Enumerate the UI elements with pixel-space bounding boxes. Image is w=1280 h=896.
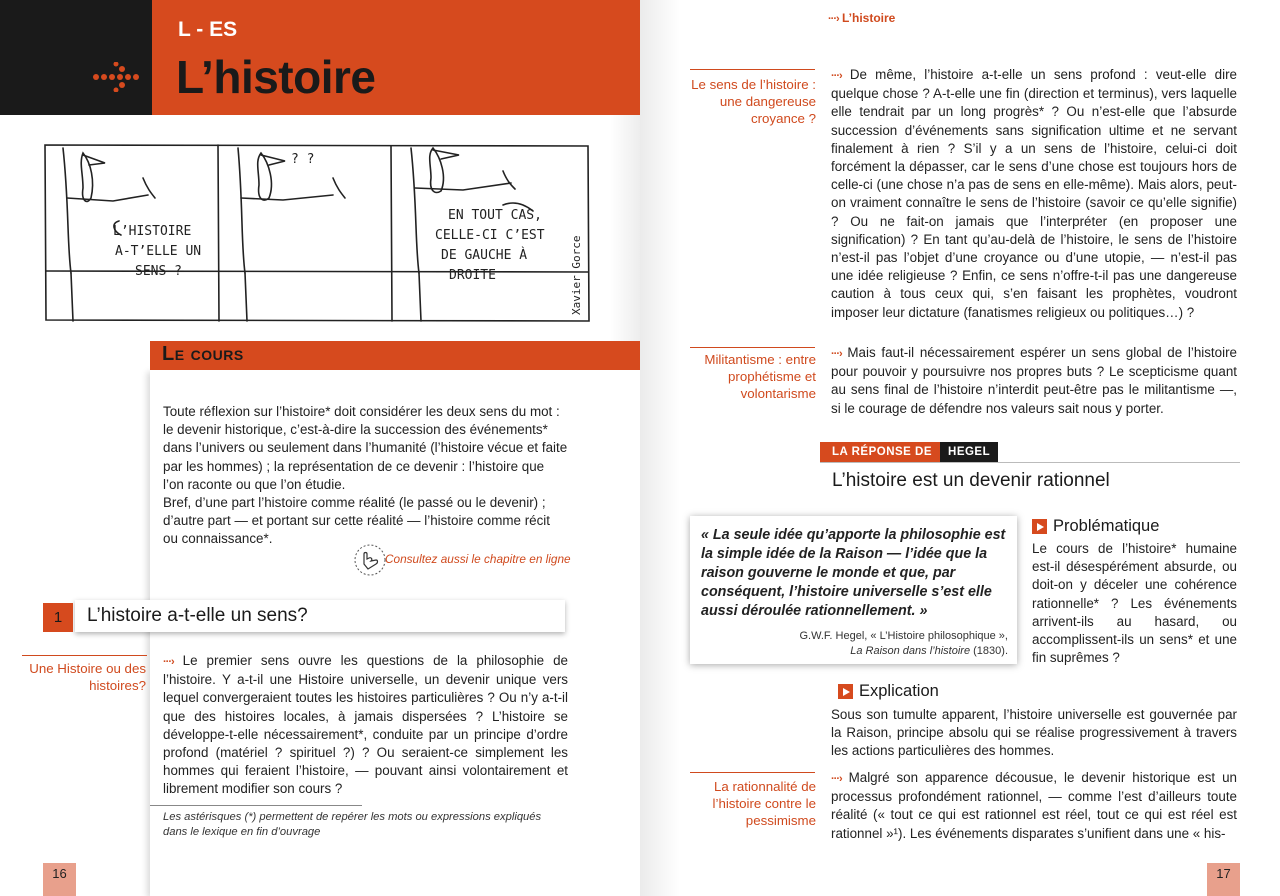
intro-paragraph-1: Toute réflexion sur l’histoire* doit considérer les deux sens du mot : le devenir historique, c’est-à-dire la succession des événements* dans l’univers ou seulement dans l’humanité (l’histoire vécue et faite par les hommes) ; la représentation de ce devenir : l’histoire que l’on raconte ou que l’on étudie. [163,404,568,492]
comic-panel1-line3: SENS ? [135,264,182,279]
arrow-icon: ···› [831,348,842,360]
paragraph-rationnalite [831,769,1237,843]
intro-text [163,403,568,549]
comic-strip [43,143,590,323]
body-paragraph [163,652,568,799]
paragraph-militantisme-text: Mais faut-il nécessairement espérer un sens global de l’histoire pour pouvoir y poursuivre nos propres buts ? Le scepticisme quant au sens final de l’histoire n’interdit peut-être pas le militantisme —, si le courage de défendre nos valeurs sait nous y porter. [831,345,1237,416]
intro-paragraph-2: Bref, d’une part l’histoire comme réalité (le passé ou le devenir) ; d’autre part — et portant sur cette réalité — l’histoire comme récit ou connaissance*. [163,495,550,547]
dotted-arrow-icon [92,62,142,92]
reponse-title: L’histoire est un devenir rationnel [832,470,1110,491]
margin-rule [22,655,147,656]
header-black-block [0,0,152,115]
series-label: L - ES [178,18,238,41]
margin-rule [690,347,815,348]
comic-signature: Xavier Gorce [570,235,583,315]
quote-year: (1830). [973,645,1008,657]
explication-title: Explication [859,682,939,700]
page-title: L’histoire [176,51,376,103]
margin-note-sens: Le sens de l’histoire : une dangereuse croyance ? [691,77,816,126]
problematique-text: Le cours de l’histoire* humaine est-il désespérément absurde, ou doit-on y déceler une cohérence rationnelle* ? Les événements arrivent-ils au hasard, ou accomplissent-ils un sens* et une fin suprêmes ? [1032,541,1237,666]
page-number-left: 16 [43,863,76,896]
quote-book: La Raison dans l’histoire [850,645,971,657]
explication-heading [838,682,939,701]
margin-note-militantisme: Militantisme : entre prophétisme et volontarisme [704,352,816,401]
body-text: Le premier sens ouvre les questions de la philosophie de l’histoire. Y a-t-il une Histoire universelle, un devenir unique vers lequel convergeraient toutes les histoires particulières ? Ou n’y a-t-il que des histoires locales, à jamais dispersées ? L’histoire se développe-t-elle nécessairement*, conduite par un principe d’ordre profond (matériel ? spirituel ?) ? Ou seraient-ce simplement les hommes qui feraient l’histoire, — pouvant ainsi volontairement et librement modifier son cours ? [163,653,568,797]
reponse-name: HEGEL [940,442,998,462]
quote-author: G.W.F. Hegel, « L’Histoire philosophique », [799,630,1008,642]
page-number-right: 17 [1207,863,1240,896]
cours-heading: Le cours [162,343,244,365]
play-triangle-icon [1032,519,1047,534]
reponse-rule [820,462,1240,463]
online-chapter-link[interactable]: Consultez aussi le chapitre en ligne [385,552,571,566]
paragraph-sens-text: De même, l’histoire a-t-elle un sens profond : veut-elle dire quelque chose ? A-t-elle une fin (direction et terminus), vers laquelle elle tendrait par un long progrès* ? Ou n’est-elle que l’absurde succession d’événements sans signification ultime et ne servant finalement à rien ? S’il y a un sens de l’histoire, celui-ci doit forcément la dépasser, car le sens d’une chose est toujours hors de celle-ci (une chose n’a pas de sens en elle-même). Mais alors, peut-on vraiment connaître le sens de l’histoire (savoir ce qu’elle signifie) ? Ou ne fait-on jamais que l’interpréter (en proposer une signification) ? En tant qu’au-delà de l’histoire, le sens de l’histoire n’est-il pas l’objet d’une croyance ou d’une utopie, — n’est-il pas une idée religieuse ? Enfin, ce sens n’offre-t-il pas une dangereuse caution à tous ceux qui, s’en faisant les prophètes, voudront imposer leur dictature (fanatismes religieux ou politiques…) ? [831,67,1237,320]
section-number: 1 [43,603,73,632]
play-triangle-icon [838,684,853,699]
footnote-rule [150,805,362,806]
comic-panel1-line1: L’HISTOIRE [113,224,192,239]
footnote: Les astérisques (*) permettent de repérer les mots ou expressions expliqués dans le lexique en fin d’ouvrage [163,811,542,838]
comic-panel3-line4: DROITE [449,268,496,283]
comic-panel3-line2: CELLE-CI C’EST [435,228,545,243]
margin-rule [690,772,815,773]
comic-panel3-line1: EN TOUT CAS, [448,208,542,223]
paragraph-rationnalite-text: Malgré son apparence décousue, le devenir historique est un processus profondément rationnel, — comme l’est d’ailleurs toute réalité (« tout ce qui est rationnel est réel, tout ce qui est réel est rationnel »¹). Les événements disparates s’unifient dans une « his- [831,770,1237,841]
hegel-quote: « La seule idée qu’apporte la philosophie est la simple idée de la Raison — l’idée que la raison gouverne le monde et que, par conséquent, l’histoire universelle s’est elle aussi déroulée rationnellement. » [701,527,1006,619]
paragraph-militantisme [831,344,1237,418]
reponse-label: LA RÉPONSE DE [820,442,940,462]
margin-rule [690,69,815,70]
arrow-icon: ···› [831,773,842,785]
margin-note-histoires: Une Histoire ou des histoires? [29,661,146,693]
explication-text: Sous son tumulte apparent, l’histoire universelle est gouvernée par la Raison, principe absolu qui se réalise progressivement à travers les actions particulières des hommes. [831,707,1237,759]
arrow-icon: ···› [828,13,839,25]
running-head [828,11,895,25]
arrow-icon: ···› [831,70,842,82]
comic-panel2-text: ? ? [291,152,315,167]
comic-panel3-line3: DE GAUCHE À [441,248,528,263]
section-title: L’histoire a-t-elle un sens? [87,605,308,626]
problematique-heading [1032,517,1159,536]
comic-panel1-line2: A-T’ELLE UN [115,244,202,259]
arrow-icon: ···› [163,656,174,668]
spine-shadow [640,0,680,896]
problematique-title: Problématique [1053,517,1160,535]
margin-note-rationnalite: La rationnalité de l’histoire contre le pessimisme [712,779,816,828]
reponse-tag [820,442,998,462]
running-head-text: L’histoire [842,11,896,25]
quote-source [701,629,1008,659]
paragraph-sens [831,66,1237,322]
